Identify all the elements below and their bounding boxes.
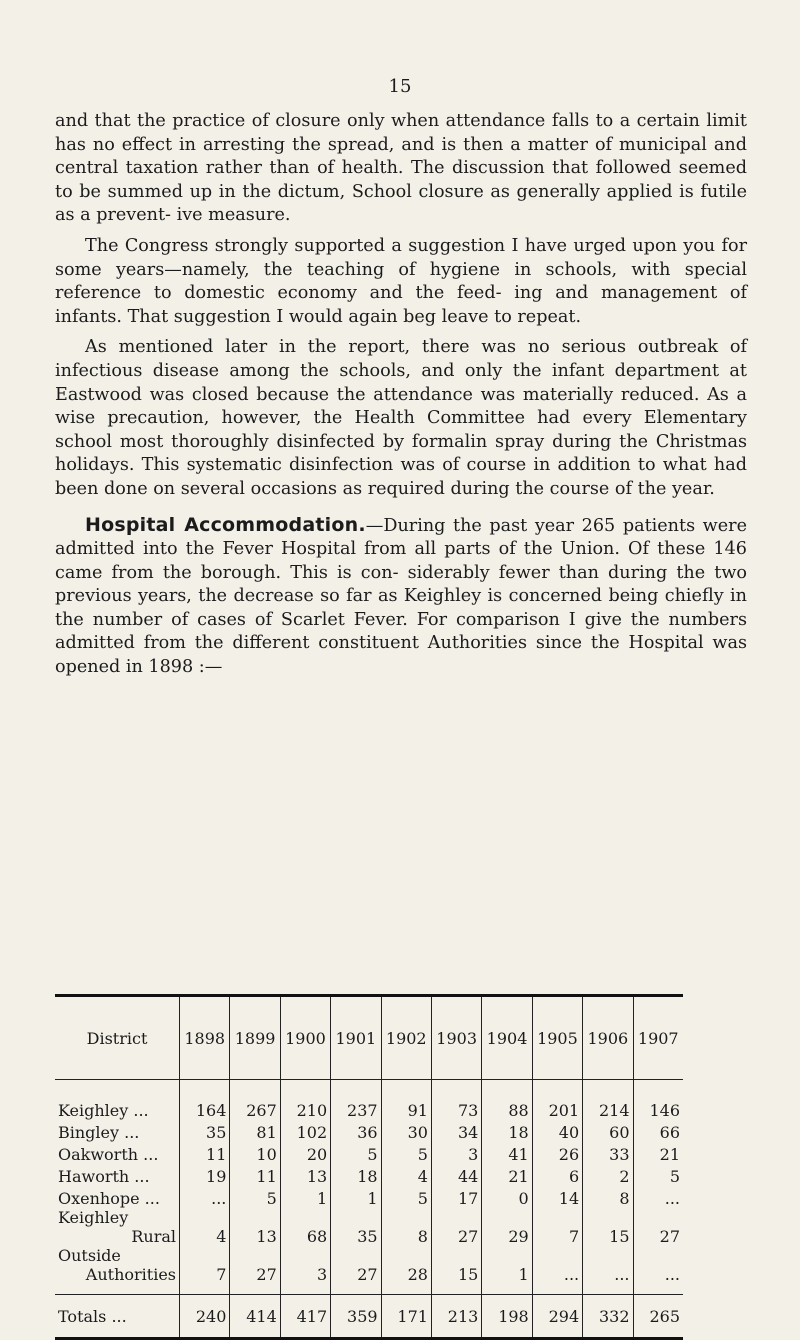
- column-header: 1902: [381, 996, 431, 1080]
- table-row: [55, 1080, 683, 1121]
- district-name: Haworth ...: [58, 1167, 150, 1186]
- district-name-line1: Outside: [58, 1246, 121, 1265]
- table-cell: 6: [532, 1164, 582, 1186]
- table-row: [55, 1120, 683, 1142]
- column-header: 1903: [431, 996, 481, 1080]
- hospital-text: —During the past year 265 patients were admitted into the Fever Hospital from all parts of the Union. Of these 146 came from the borough. This is con- siderably fewer than during the two previous years, the decrease so far as Keighley is concerned being chiefly in the number of cases of Scarlet Fever. For comparison I give the numbers admitted from the different constituent Authorities since the Hospital was opened in 1898 :—: [55, 515, 747, 678]
- table-cell: 267: [230, 1080, 280, 1121]
- table-cell: 81: [230, 1120, 280, 1142]
- column-header: 1900: [280, 996, 330, 1080]
- column-header: 1899: [230, 996, 280, 1080]
- table-cell: 20: [280, 1142, 330, 1164]
- district-name: Bingley ...: [58, 1123, 140, 1142]
- table-cell: 27: [331, 1246, 381, 1295]
- table-cell: 3: [431, 1142, 481, 1164]
- totals-row: [55, 1295, 683, 1339]
- table-cell: 15: [431, 1246, 481, 1295]
- column-header: 1905: [532, 996, 582, 1080]
- table-cell: ...: [583, 1246, 633, 1295]
- table-cell: 11: [230, 1164, 280, 1186]
- table-cell: 18: [331, 1164, 381, 1186]
- district-name-line2: Authorities: [85, 1265, 176, 1284]
- table-row: [55, 1164, 683, 1186]
- hospital-paragraph: [55, 514, 747, 680]
- table-cell: 15: [583, 1208, 633, 1246]
- paragraph: The Congress strongly supported a suggestion I have urged upon you for some years—namely, the teaching of hygiene in schools, with special reference to domestic economy and the feed- ing and management of infants. That suggestion I would again beg leave to repeat.: [55, 235, 747, 327]
- table-cell: ...: [180, 1186, 230, 1208]
- table-cell: 4: [381, 1164, 431, 1186]
- table-row: [55, 1142, 683, 1164]
- table-cell: 5: [381, 1186, 431, 1208]
- district-name-line2: Rural: [131, 1227, 176, 1246]
- table-cell: 5: [230, 1186, 280, 1208]
- table-cell: 28: [381, 1246, 431, 1295]
- table-cell: ...: [633, 1246, 683, 1295]
- table-cell: 1: [331, 1186, 381, 1208]
- table-cell: 18: [482, 1120, 532, 1142]
- table-cell: 17: [431, 1186, 481, 1208]
- total-cell: 240: [180, 1295, 230, 1339]
- table-cell: 14: [532, 1186, 582, 1208]
- table-cell: 33: [583, 1142, 633, 1164]
- table-cell: ...: [633, 1186, 683, 1208]
- admissions-table: [55, 994, 683, 1340]
- table-cell: 5: [331, 1142, 381, 1164]
- table-cell: 210: [280, 1080, 330, 1121]
- table-cell: 1: [482, 1246, 532, 1295]
- total-cell: 198: [482, 1295, 532, 1339]
- table-cell: ...: [532, 1246, 582, 1295]
- district-name: Oakworth ...: [58, 1145, 159, 1164]
- paragraph: and that the practice of closure only when attendance falls to a certain limit has no effect in arresting the spread, and is then a matter of municipal and central taxation rather than of health. The discussion that followed seemed to be summed up in the dictum, School closure as generally applied is futile as a prevent- ive measure.: [55, 111, 747, 226]
- district-name: Keighley ...: [55, 1080, 180, 1121]
- table-cell: 11: [180, 1142, 230, 1164]
- table-cell: 36: [331, 1120, 381, 1142]
- table-cell: 21: [633, 1142, 683, 1164]
- table-cell: 27: [431, 1208, 481, 1246]
- table-cell: 34: [431, 1120, 481, 1142]
- table-cell: 27: [230, 1246, 280, 1295]
- table-cell: 19: [180, 1164, 230, 1186]
- table-cell: 201: [532, 1080, 582, 1121]
- district-name: [55, 1246, 180, 1295]
- table-cell: 13: [230, 1208, 280, 1246]
- total-cell: 265: [633, 1295, 683, 1339]
- table-cell: 68: [280, 1208, 330, 1246]
- table-cell: 26: [532, 1142, 582, 1164]
- table-cell: 237: [331, 1080, 381, 1121]
- table-cell: 73: [431, 1080, 481, 1121]
- column-header: 1901: [331, 996, 381, 1080]
- table-cell: 2: [583, 1164, 633, 1186]
- page-number: 15: [388, 76, 412, 97]
- table-cell: 214: [583, 1080, 633, 1121]
- table-cell: 0: [482, 1186, 532, 1208]
- column-header: 1906: [583, 996, 633, 1080]
- column-header: 1898: [180, 996, 230, 1080]
- table-cell: 30: [381, 1120, 431, 1142]
- table-cell: 1: [280, 1186, 330, 1208]
- column-header: 1904: [482, 996, 532, 1080]
- table-row: [55, 1208, 683, 1246]
- table-cell: 146: [633, 1080, 683, 1121]
- total-cell: 332: [583, 1295, 633, 1339]
- table-cell: 27: [633, 1208, 683, 1246]
- table-cell: 40: [532, 1120, 582, 1142]
- table-cell: 66: [633, 1120, 683, 1142]
- total-cell: 171: [381, 1295, 431, 1339]
- table-cell: 88: [482, 1080, 532, 1121]
- table-row: [55, 1246, 683, 1295]
- table-cell: 10: [230, 1142, 280, 1164]
- table-cell: 7: [532, 1208, 582, 1246]
- paragraph: As mentioned later in the report, there was no serious outbreak of infectious disease among the schools, and only the infant department at Eastwood was closed because the attendance was materially reduced. As a wise precaution, however, the Health Committee had every Elementary school most thoroughly disinfected by formalin spray during the Christmas holidays. This systematic disinfection was of course in addition to what had been done on several occasions as required during the course of the year.: [55, 337, 747, 499]
- column-header: 1907: [633, 996, 683, 1080]
- district-name: [55, 1208, 180, 1246]
- table-cell: 44: [431, 1164, 481, 1186]
- table-row: [55, 1186, 683, 1208]
- totals-label: Totals ...: [55, 1295, 180, 1339]
- district-name-line1: Keighley: [58, 1208, 129, 1227]
- table-cell: 3: [280, 1246, 330, 1295]
- table-cell: 91: [381, 1080, 431, 1121]
- table-cell: 7: [180, 1246, 230, 1295]
- table-cell: 60: [583, 1120, 633, 1142]
- total-cell: 359: [331, 1295, 381, 1339]
- section-heading: Hospital Accommodation.: [85, 513, 366, 536]
- table-cell: 164: [180, 1080, 230, 1121]
- table-cell: 4: [180, 1208, 230, 1246]
- column-header: District: [86, 1028, 148, 1048]
- total-cell: 414: [230, 1295, 280, 1339]
- total-cell: 417: [280, 1295, 330, 1339]
- table-cell: 29: [482, 1208, 532, 1246]
- district-name: Oxenhope ...: [58, 1189, 160, 1208]
- table-cell: 35: [180, 1120, 230, 1142]
- table-cell: 8: [583, 1186, 633, 1208]
- table-cell: 13: [280, 1164, 330, 1186]
- table-cell: 35: [331, 1208, 381, 1246]
- table-cell: 5: [633, 1164, 683, 1186]
- table-cell: 8: [381, 1208, 431, 1246]
- table-cell: 102: [280, 1120, 330, 1142]
- table-header-row: [55, 996, 683, 1080]
- table-cell: 21: [482, 1164, 532, 1186]
- table-cell: 5: [381, 1142, 431, 1164]
- table-cell: 41: [482, 1142, 532, 1164]
- total-cell: 294: [532, 1295, 582, 1339]
- total-cell: 213: [431, 1295, 481, 1339]
- body-text: [55, 110, 747, 687]
